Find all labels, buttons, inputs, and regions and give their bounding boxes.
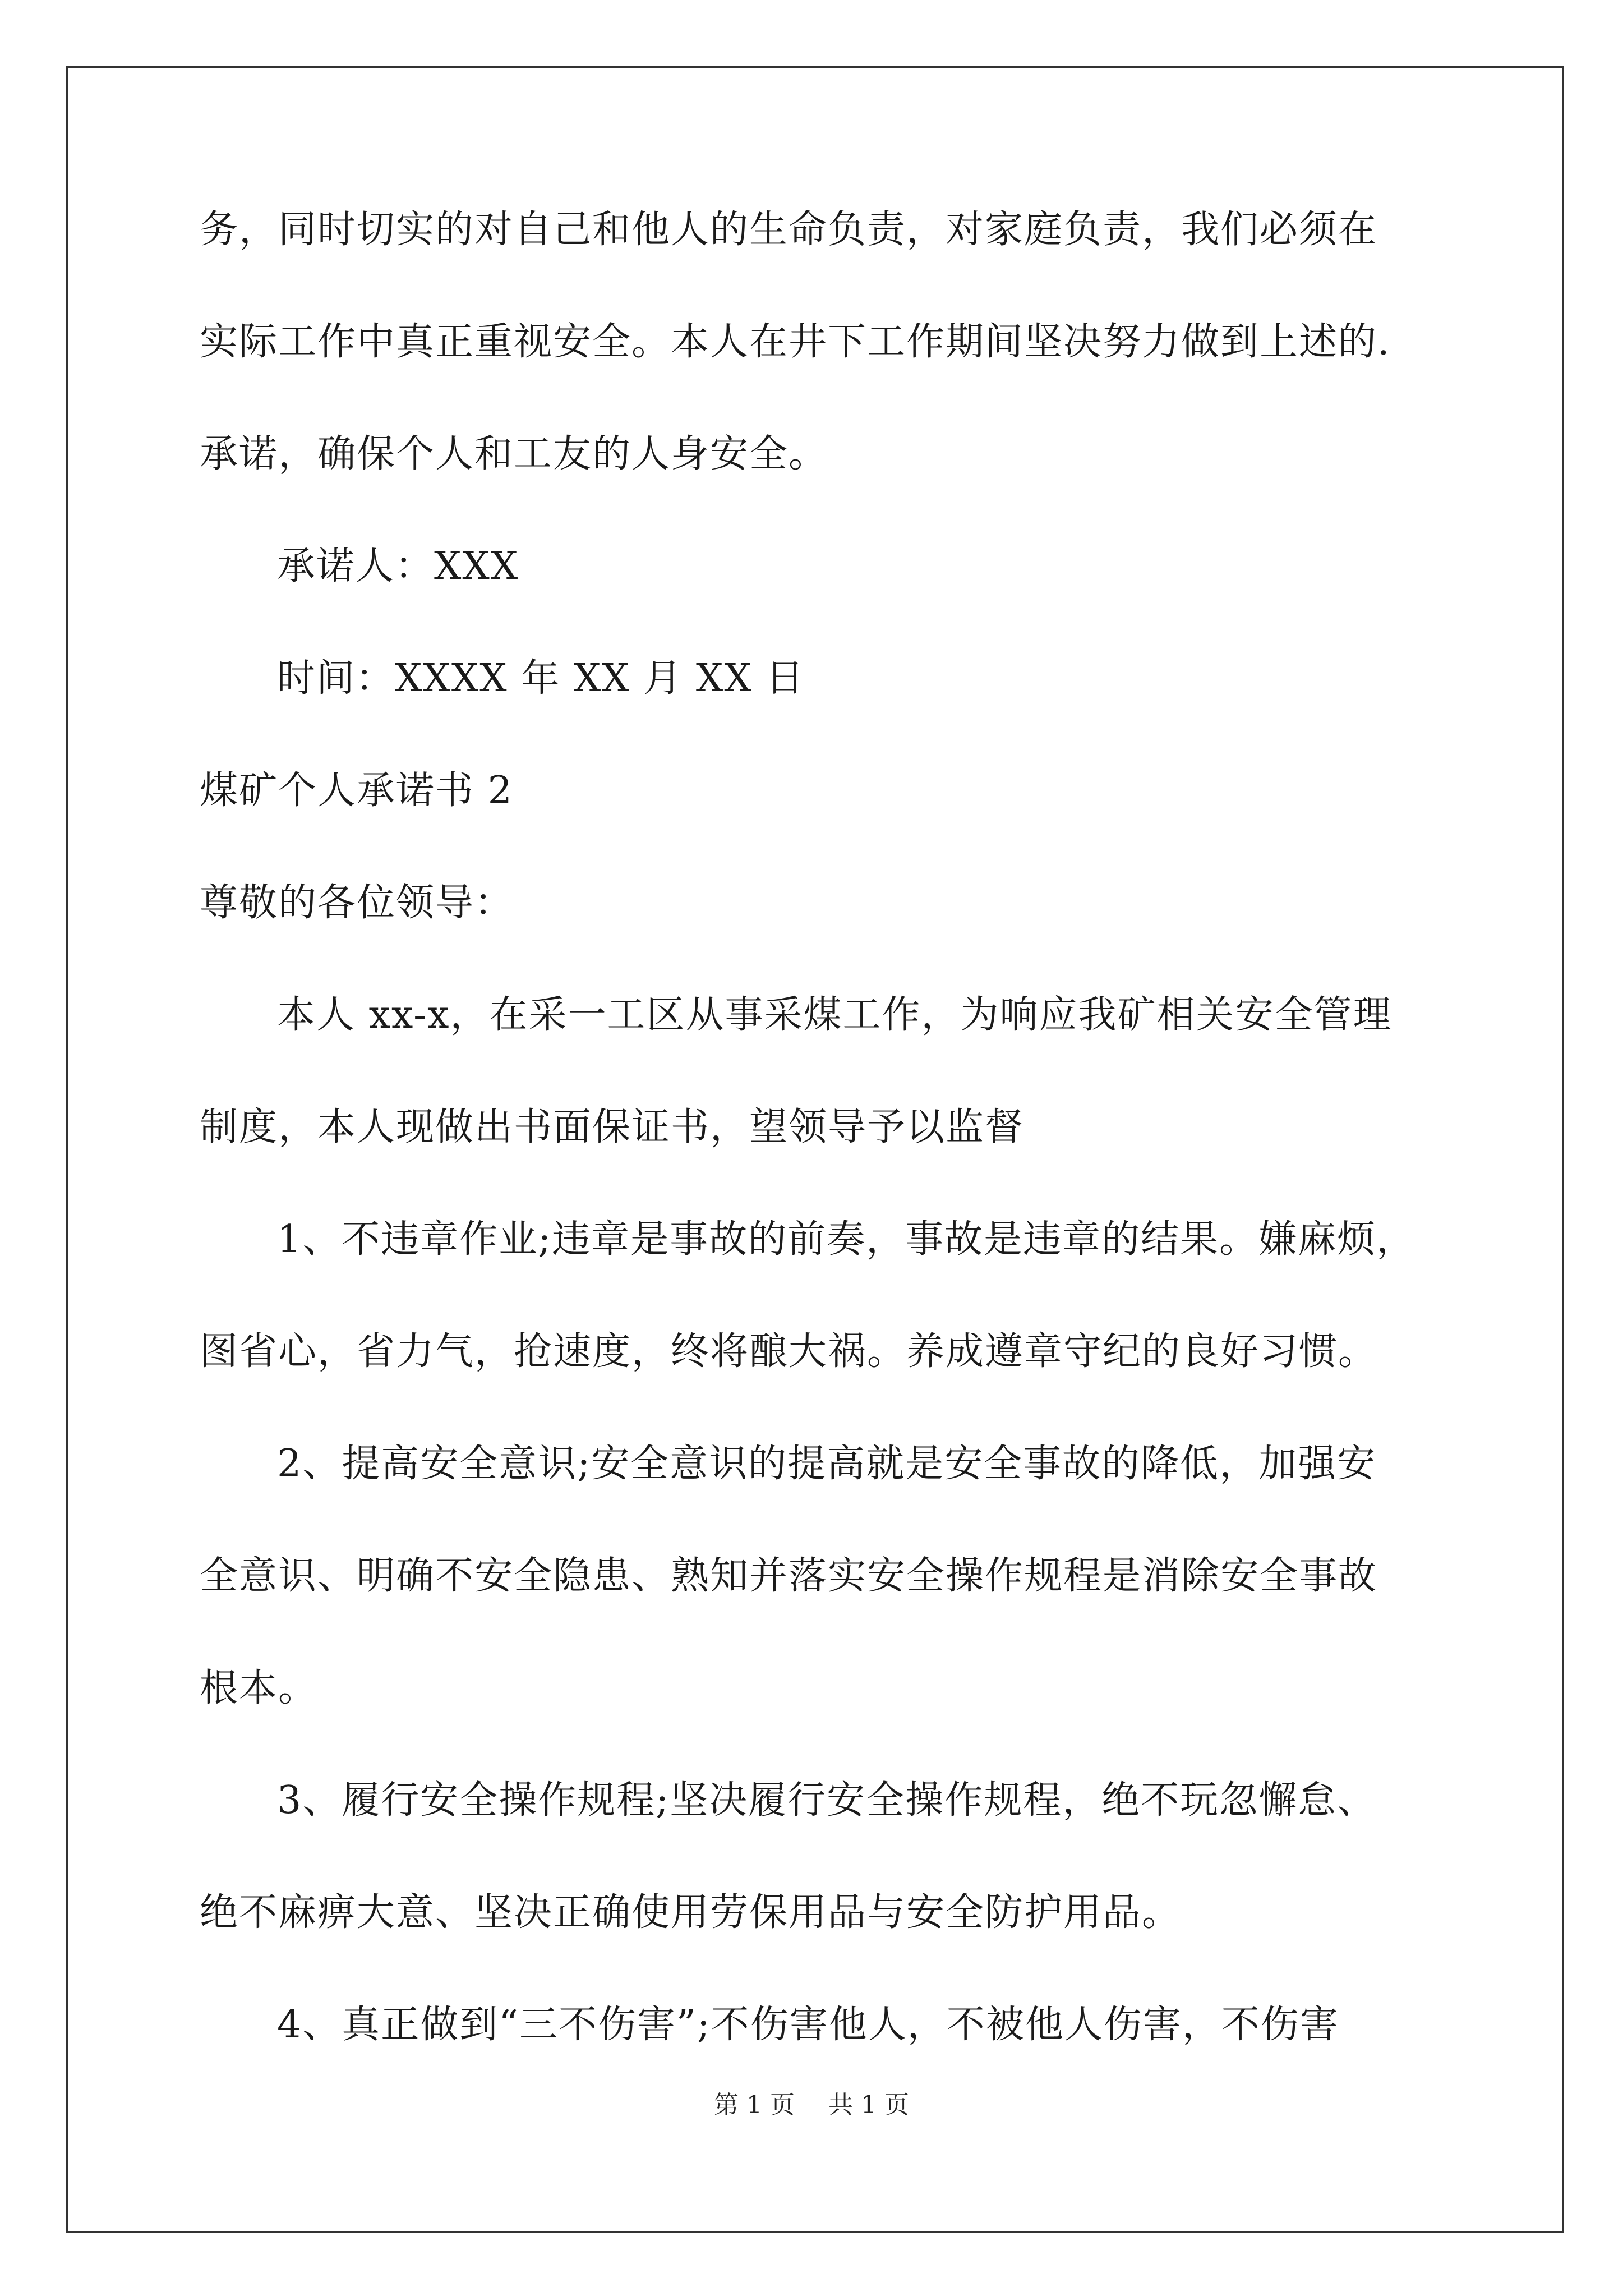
list-item: 3、履行安全操作规程;坚决履行安全操作规程，绝不玩忽懈怠、	[277, 1778, 1377, 1823]
text-line: 务，同时切实的对自己和他人的生命负责，对家庭负责，我们必须在	[200, 208, 1378, 252]
page-number: 第 1 页	[714, 2091, 795, 2119]
list-item: 4、真正做到“三不伤害”;不伤害他人，不被他人伤害，不伤害	[277, 2003, 1339, 2047]
text-line: 制度，本人现做出书面保证书，望领导予以监督	[200, 1105, 1025, 1149]
signer-line: 承诺人：XXX	[277, 544, 519, 588]
text-line: 全意识、明确不安全隐患、熟知并落实安全操作规程是消除安全事故	[200, 1554, 1378, 1598]
list-item: 2、提高安全意识;安全意识的提高就是安全事故的降低，加强安	[277, 1442, 1377, 1486]
text-line: 根本。	[200, 1666, 318, 1710]
page-footer	[0, 2090, 1623, 2121]
date-line: 时间：XXXX 年 XX 月 XX 日	[277, 656, 805, 701]
page-total: 共 1 页	[828, 2091, 909, 2119]
list-item: 1、不违章作业;违章是事故的前奏，事故是违章的结果。嫌麻烦，	[277, 1217, 1416, 1262]
text-line: 实际工作中真正重视安全。本人在井下工作期间坚决努力做到上述的.	[200, 320, 1391, 364]
text-line: 承诺，确保个人和工友的人身安全。	[200, 432, 828, 476]
text-line: 绝不麻痹大意、坚决正确使用劳保用品与安全防护用品。	[200, 1890, 1182, 1935]
section-title: 煤矿个人承诺书 2	[200, 769, 513, 813]
text-line: 本人 xx-x，在采一工区从事采煤工作，为响应我矿相关安全管理	[277, 993, 1393, 1037]
salutation: 尊敬的各位领导：	[200, 881, 514, 925]
text-line: 图省心，省力气，抢速度，终将酿大祸。养成遵章守纪的良好习惯。	[200, 1329, 1378, 1374]
